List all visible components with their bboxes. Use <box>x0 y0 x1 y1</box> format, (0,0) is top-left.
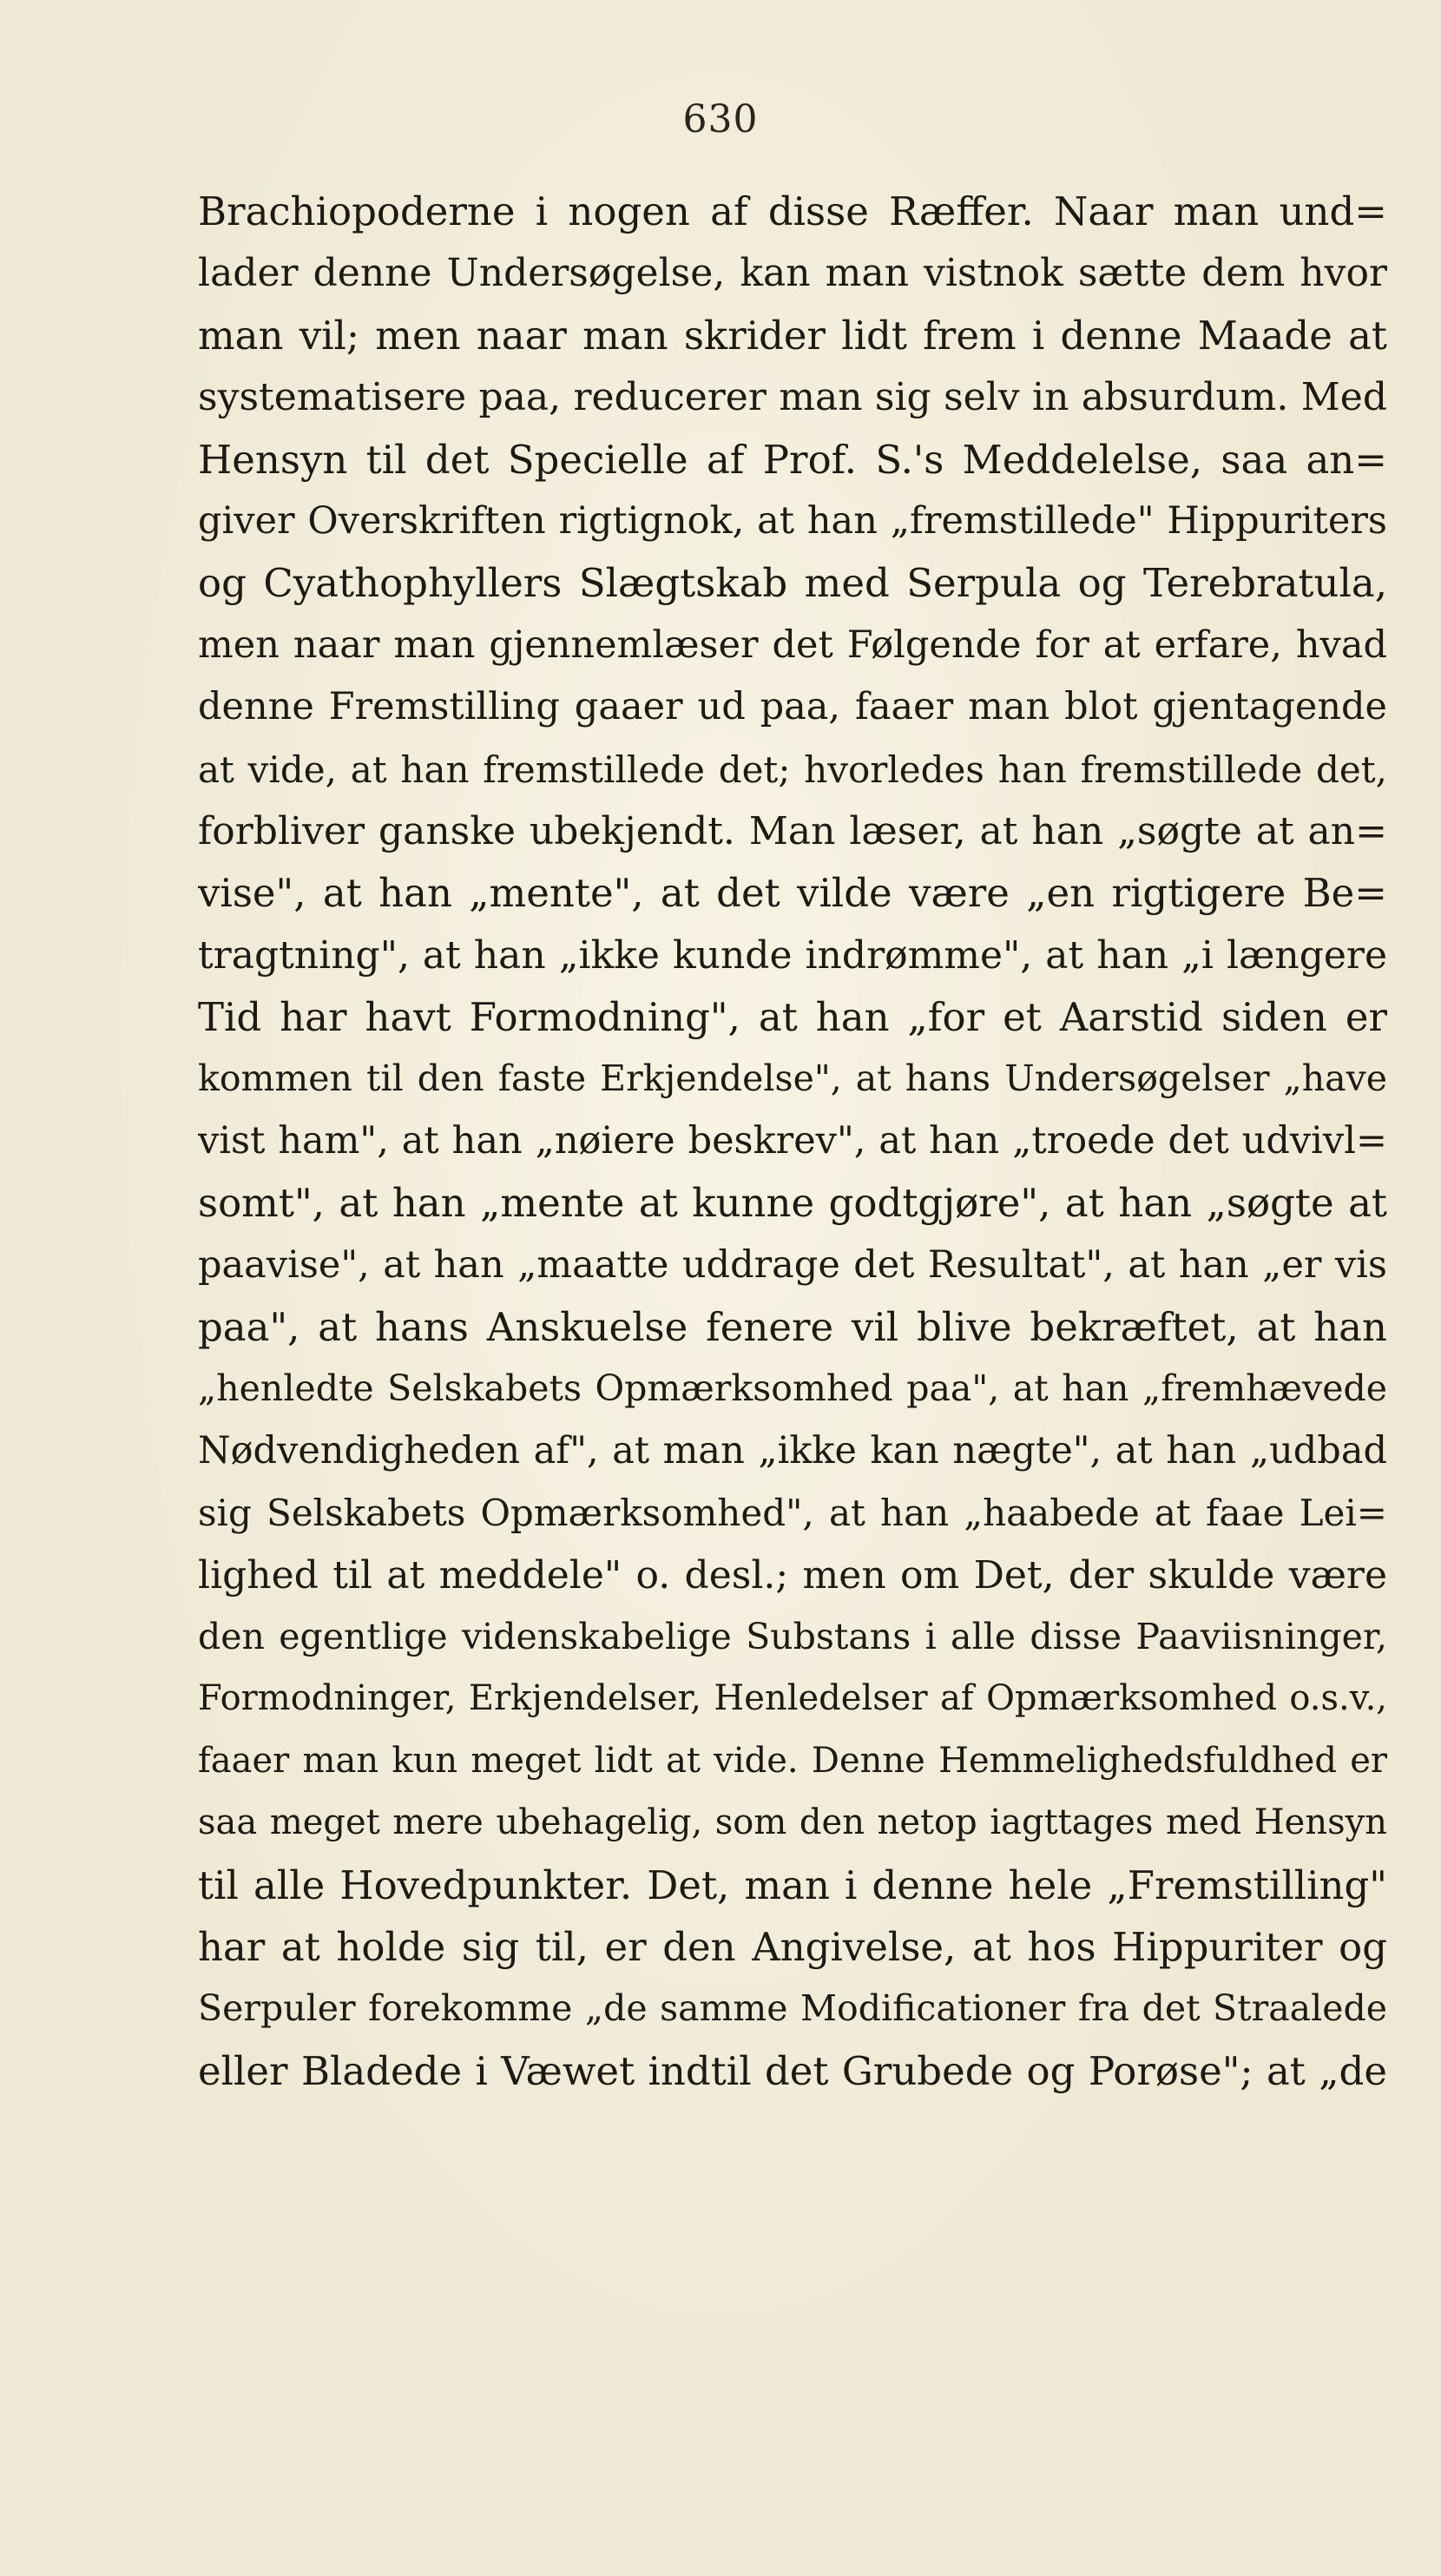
text-line: faaer man kun meget lidt at vide. Denne Hemmelighedsfuldhed er <box>198 1740 1387 1781</box>
text-line: „henledte Selskabets Opmærksomhed paa", at han „fremhævede <box>198 1367 1387 1410</box>
text-line: somt", at han „mente at kunne godtgjøre", at han „søgte at <box>198 1180 1387 1227</box>
text-line: Formodninger, Erkjendelser, Henledelser af Opmærksomhed o.s.v., <box>198 1678 1387 1719</box>
text-line: lader denne Undersøgelse, kan man vistnok sætte dem hvor <box>198 251 1387 296</box>
text-line: forbliver ganske ubekjendt. Man læser, at han „søgte at an= <box>198 808 1387 853</box>
text-line: Tid har havt Formodning", at han „for et Aarstid siden er <box>198 994 1387 1041</box>
text-line: til alle Hovedpunkter. Det, man i denne hele „Fremstilling" <box>198 1861 1387 1908</box>
text-line: kommen til den faste Erkjendelse", at hans Undersøgelser „have <box>198 1057 1387 1100</box>
text-line: og Cyathophyllers Slægtskab med Serpula og Terebratula, <box>198 560 1387 607</box>
text-line: saa meget mere ubehagelig, som den netop iagttages med Hensyn <box>198 1802 1387 1843</box>
text-line: Serpuler forekomme „de samme Modificationer fra det Straalede <box>198 1987 1387 2030</box>
text-line: Brachiopoderne i nogen af disse Ræffer. Naar man und= <box>198 188 1387 234</box>
text-line: man vil; men naar man skrider lidt frem i denne Maade at <box>198 312 1387 359</box>
text-line: Nødvendigheden af", at man „ikke kan nægte", at han „udbad <box>198 1428 1387 1472</box>
text-line: paa", at hans Anskuelse fenere vil blive bekræftet, at han <box>198 1304 1387 1351</box>
text-line: den egentlige videnskabelige Substans i alle disse Paaviisninger, <box>198 1615 1387 1657</box>
text-line: giver Overskriften rigtignok, at han „fremstillede" Hippuriters <box>198 498 1387 543</box>
text-line: eller Bladede i Væwet indtil det Grubede og Porøse"; at „de <box>198 2047 1387 2094</box>
text-line: Hensyn til det Specielle af Prof. S.'s Meddelelse, saa an= <box>198 436 1387 483</box>
text-line: vist ham", at han „nøiere beskrev", at han „troede det udvivl= <box>198 1118 1387 1163</box>
text-line: men naar man gjennemlæser det Følgende for at erfare, hvad <box>198 623 1387 667</box>
text-line: paavise", at han „maatte uddrage det Resultat", at han „er vis <box>198 1242 1387 1287</box>
text-line: tragtning", at han „ikke kunde indrømme", at han „i længere <box>198 932 1387 978</box>
body-text <box>198 181 1387 2102</box>
text-line: vise", at han „mente", at det vilde være „en rigtigere Be= <box>198 870 1387 917</box>
page-number: 630 <box>682 97 759 142</box>
text-line: at vide, at han fremstillede det; hvorledes han fremstillede det, <box>198 748 1387 791</box>
text-line: systematisere paa, reducerer man sig selv in absurdum. Med <box>198 375 1387 420</box>
text-line: har at holde sig til, er den Angivelse, at hos Hippuriter og <box>198 1923 1387 1970</box>
text-line: sig Selskabets Opmærksomhed", at han „haabede at faae Lei= <box>198 1492 1387 1535</box>
text-line: lighed til at meddele" o. desl.; men om Det, der skulde være <box>198 1552 1387 1598</box>
text-line: denne Fremstilling gaaer ud paa, faaer man blot gjentagende <box>198 685 1387 729</box>
